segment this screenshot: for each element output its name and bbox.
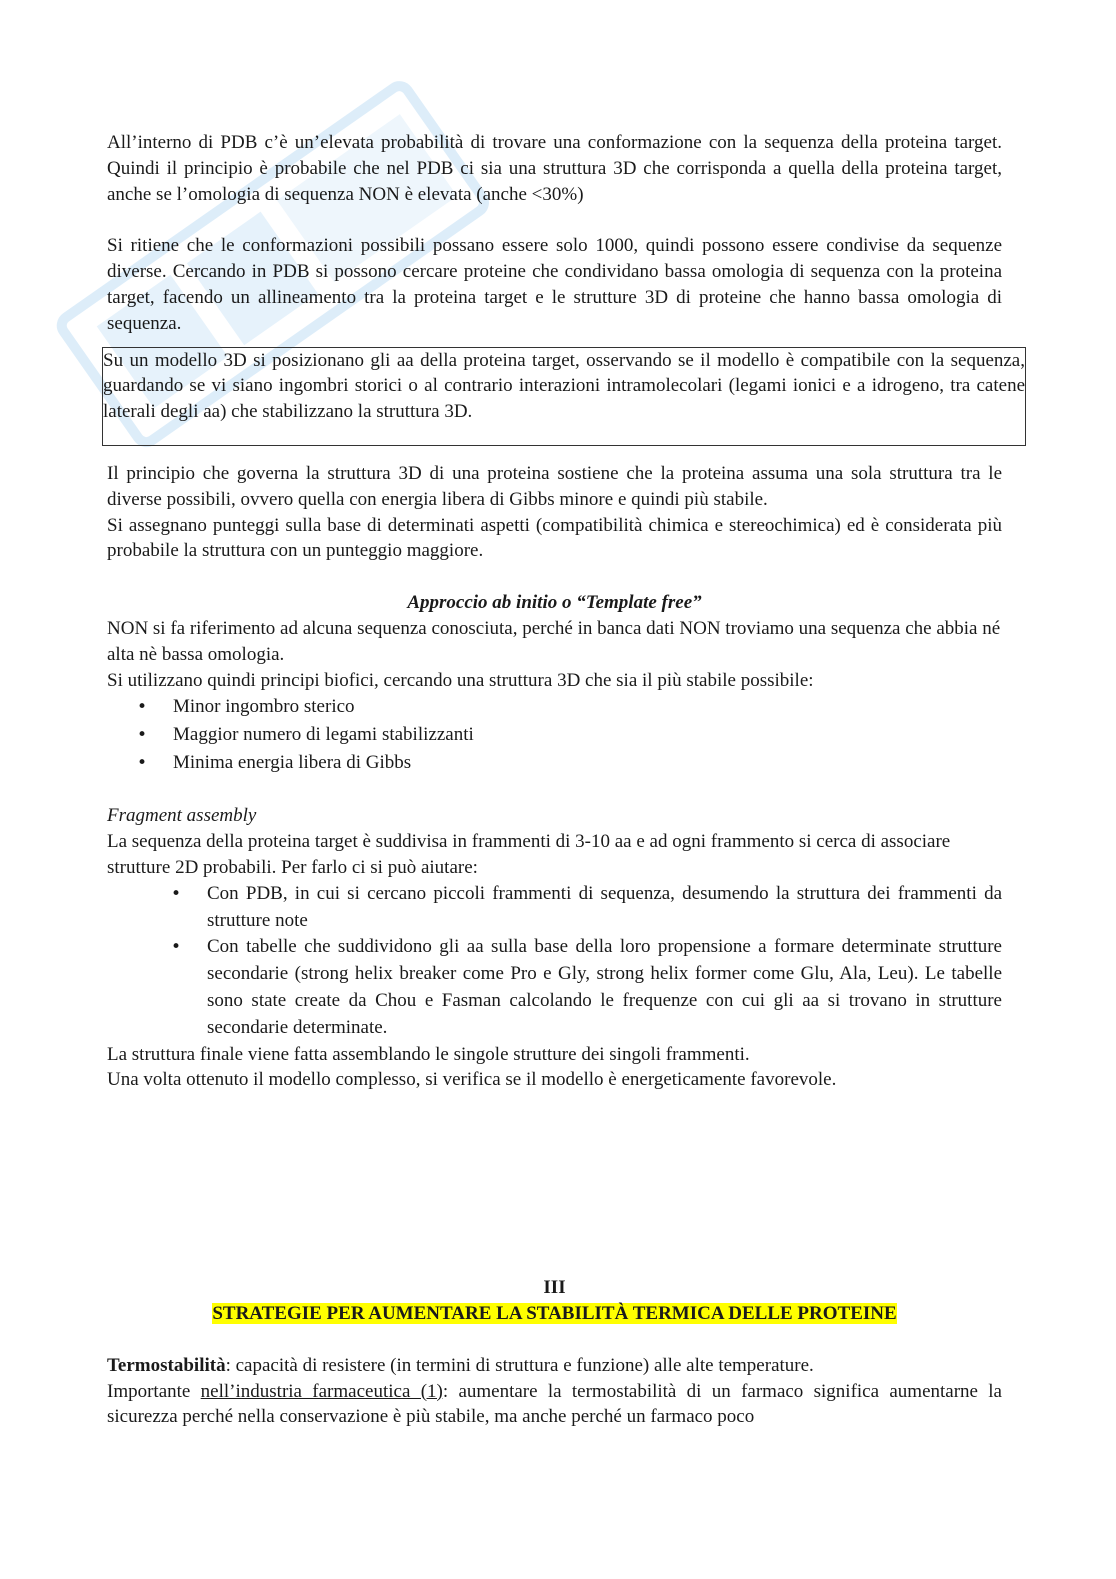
list-item: • Con tabelle che suddividono gli aa sulla base della loro propensione a formare determinate strutture secondarie (strong helix breaker come Pro e Gly, strong helix former come Glu, Ala, Leu). Le tabelle sono state create da Chou e Fasman calcolando le frequenze con cui gli aa si trovano in strutture secondarie determinate. [171, 934, 1002, 1041]
pharma-text-rest: : aumentare la termostabilità di un farmaco significa aumentarne la sicurezza perché nella conservazione è più stabile, ma anche perché un farmaco poco [107, 1380, 1002, 1428]
ab-initio-line-1: NON si fa riferimento ad alcuna sequenza conosciuta, perché in banca dati NON troviamo una sequenza che abbia né alta nè bassa omologia. [107, 617, 1001, 665]
paragraph-possible-conformations: Si ritiene che le conformazioni possibili possano essere solo 1000, quindi possono essere condivise da sequenze diverse. Cercando in PDB si possono cercare proteine che condividano bassa omologia di sequenza con la proteina target, facendo un allineamento tra la proteina target e le strutture 3D di proteine che hanno bassa omologia di sequenza. [107, 235, 1002, 334]
list-item: • Minima energia libera di Gibbs [137, 749, 1002, 777]
list-item: • Con PDB, in cui si cercano piccoli frammenti di sequenza, desumendo la struttura dei frammenti da strutture note [171, 881, 1002, 935]
paragraph-pdb-conformation: All’interno di PDB c’è un’elevata probabilità di trovare una conformazione con la sequenza della proteina target. Quindi il principio è probabile che nel PDB ci sia una struttura 3D che corrisponda a quella della proteina target, anche se l’omologia di sequenza NON è elevata (anche <30%) [107, 132, 1002, 205]
ab-initio-bullet-list [107, 693, 1002, 777]
pharma-industry-paragraph [107, 1379, 1002, 1431]
list-item: • Maggior numero di legami stabilizzanti [137, 721, 1002, 749]
chapter-number: III [543, 1277, 566, 1299]
boxed-paragraph-3d-model: Su un modello 3D si posizionano gli aa della proteina target, osservando se il modello è compatibile con la sequenza, guardando se vi siano ingombri storici o al contrario interazioni intramolecolari (legami ionici e a idrogeno, tra catene laterali degli aa) che stabilizzano la struttura 3D. [102, 347, 1026, 446]
chapter-title: STRATEGIE PER AUMENTARE LA STABILITÀ TERMICA DELLE PROTEINE [212, 1302, 897, 1324]
fragment-bullet-list [107, 881, 1002, 1042]
section-heading-ab-initio: Approccio ab initio o “Template free” [407, 592, 702, 614]
termostabilita-definition [107, 1353, 1002, 1379]
fragment-outro-1: La struttura finale viene fatta assemblando le singole strutture dei singoli frammenti. [107, 1043, 750, 1065]
paragraph-scoring: Si assegnano punteggi sulla base di determinati aspetti (compatibilità chimica e stereochimica) ed è considerata più probabile la struttura con un punteggio maggiore. [107, 514, 1002, 562]
term-definition-text: : capacità di resistere (in termini di struttura e funzione) alle alte temperature. [225, 1354, 814, 1376]
pharma-text-start: Importante [107, 1380, 201, 1402]
document-page [103, 130, 1025, 1430]
pharma-underlined-text: nell’industria farmaceutica (1) [200, 1380, 443, 1402]
paragraph-gibbs-principle: Il principio che governa la struttura 3D di una proteina sostiene che la proteina assuma una sola struttura tra le diverse possibili, ovvero quella con energia libera di Gibbs minore e quindi più stabile. [107, 462, 1002, 510]
fragment-intro: La sequenza della proteina target è suddivisa in frammenti di 3-10 aa e ad ogni frammento si cerca di associare strutture 2D probabili. Per farlo ci si può aiutare: [107, 831, 951, 878]
fragment-outro-2: Una volta ottenuto il modello complesso, si verifica se il modello è energeticamente favorevole. [107, 1069, 837, 1091]
subheading-fragment-assembly: Fragment assembly [107, 805, 257, 827]
term-termostabilita: Termostabilità [107, 1354, 226, 1376]
ab-initio-line-2: Si utilizzano quindi principi biofici, cercando una struttura 3D che sia il più stabile possibile: [107, 669, 814, 691]
list-item: • Minor ingombro sterico [137, 693, 1002, 721]
